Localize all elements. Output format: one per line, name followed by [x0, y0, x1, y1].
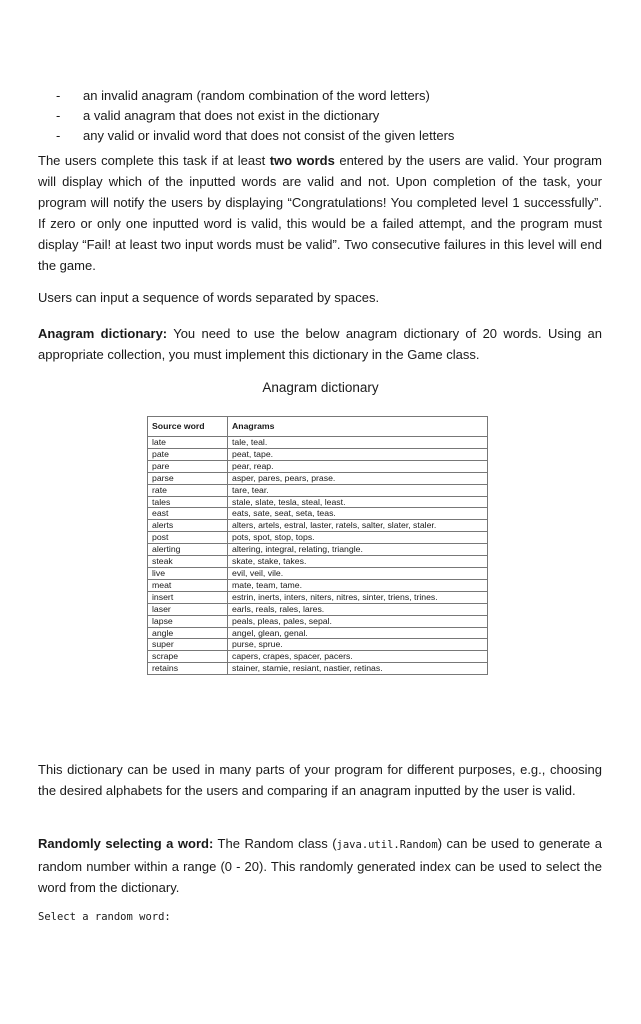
random-paragraph: Randomly selecting a word: The Random class (java.util.Random) can be used to generate a random number within a range (0 - 20). This randomly generated index can be used to select the word from the dictionary. — [38, 836, 602, 895]
table-row — [148, 532, 488, 544]
anagrams-cell: peals, pleas, pales, sepal. — [228, 615, 488, 627]
bullet-item — [56, 126, 576, 146]
anagrams-cell: skate, stake, takes. — [228, 556, 488, 568]
table-row — [148, 627, 488, 639]
table-row — [148, 472, 488, 484]
bullet-list — [56, 86, 576, 146]
table-row — [148, 639, 488, 651]
table-row — [148, 544, 488, 556]
source-word-cell: live — [148, 567, 228, 579]
bullet-item — [56, 86, 576, 106]
table-row — [148, 520, 488, 532]
bullet-dash: - — [56, 88, 61, 103]
source-word-cell: alerts — [148, 520, 228, 532]
bullet-text: a valid anagram that does not exist in the dictionary — [83, 108, 380, 123]
anagrams-cell: pear, reap. — [228, 460, 488, 472]
table-row — [148, 603, 488, 615]
anagrams-cell: estrin, inerts, inters, niters, nitres, sinter, triens, trines. — [228, 591, 488, 603]
column-header: Anagrams — [228, 417, 488, 437]
anagrams-cell: stale, slate, tesla, steal, least. — [228, 496, 488, 508]
anagrams-cell: asper, pares, pears, prase. — [228, 472, 488, 484]
table-row — [148, 508, 488, 520]
anagrams-cell: evil, veil, vile. — [228, 567, 488, 579]
anagrams-cell: capers, crapes, spacer, pacers. — [228, 651, 488, 663]
source-word-cell: angle — [148, 627, 228, 639]
source-word-cell: laser — [148, 603, 228, 615]
source-word-cell: pate — [148, 448, 228, 460]
bullet-text: any valid or invalid word that does not consist of the given letters — [83, 128, 455, 143]
bullet-dash: - — [56, 108, 61, 123]
bullet-text: an invalid anagram (random combination of the word letters) — [83, 88, 430, 103]
source-word-cell: insert — [148, 591, 228, 603]
anagrams-cell: tare, tear. — [228, 484, 488, 496]
table-row — [148, 484, 488, 496]
table-row — [148, 556, 488, 568]
anagrams-cell: tale, teal. — [228, 437, 488, 449]
anagrams-cell: earls, reals, rales, lares. — [228, 603, 488, 615]
table-body — [148, 437, 488, 675]
table-row — [148, 663, 488, 675]
table-row — [148, 579, 488, 591]
bullet-dash: - — [56, 128, 61, 143]
source-word-cell: scrape — [148, 651, 228, 663]
source-word-cell: tales — [148, 496, 228, 508]
code-label: Select a random word: — [38, 911, 171, 923]
table-row — [148, 591, 488, 603]
anagrams-cell: angel, glean, genal. — [228, 627, 488, 639]
table-header-row — [148, 417, 488, 437]
table-row — [148, 651, 488, 663]
source-word-cell: meat — [148, 579, 228, 591]
usage-paragraph: This dictionary can be used in many parts of your program for different purposes, e.g., choosing the desired alphabets for the users and comparing if an anagram inputted by the user is valid. — [38, 762, 602, 798]
table-row — [148, 615, 488, 627]
source-word-cell: alerting — [148, 544, 228, 556]
anagrams-cell: peat, tape. — [228, 448, 488, 460]
input-paragraph: Users can input a sequence of words separated by spaces. — [38, 290, 380, 305]
source-word-cell: retains — [148, 663, 228, 675]
source-word-cell: rate — [148, 484, 228, 496]
source-word-cell: parse — [148, 472, 228, 484]
anagrams-cell: purse, sprue. — [228, 639, 488, 651]
table-row — [148, 460, 488, 472]
dictionary-paragraph: Anagram dictionary: You need to use the below anagram dictionary of 20 words. Using an appropriate collection, you must implement this dictionary in the Game class. — [38, 326, 602, 362]
source-word-cell: post — [148, 532, 228, 544]
table-row — [148, 437, 488, 449]
completion-paragraph: The users complete this task if at least two words entered by the users are valid. Your program will display which of the inputted words are valid and not. Upon completion of the task, your program will notify the users by displaying “Congratulations! You completed level 1 successfully”. If zero or only one inputted word is valid, this would be a failed attempt, and the program must display “Fail! at least two input words must be valid”. Two consecutive failures in this level will end the game. — [38, 153, 602, 273]
anagrams-cell: altering, integral, relating, triangle. — [228, 544, 488, 556]
source-word-cell: lapse — [148, 615, 228, 627]
source-word-cell: steak — [148, 556, 228, 568]
table-row — [148, 567, 488, 579]
table-title: Anagram dictionary — [262, 380, 379, 395]
table-row — [148, 496, 488, 508]
anagram-table — [147, 416, 488, 675]
source-word-cell: late — [148, 437, 228, 449]
source-word-cell: super — [148, 639, 228, 651]
source-word-cell: pare — [148, 460, 228, 472]
anagrams-cell: pots, spot, stop, tops. — [228, 532, 488, 544]
anagrams-cell: eats, sate, seat, seta, teas. — [228, 508, 488, 520]
anagrams-cell: alters, artels, estral, laster, ratels, salter, slater, staler. — [228, 520, 488, 532]
column-header: Source word — [148, 417, 228, 437]
anagrams-cell: mate, team, tame. — [228, 579, 488, 591]
anagrams-cell: stainer, stamie, resiant, nastier, retinas. — [228, 663, 488, 675]
bullet-item — [56, 106, 576, 126]
source-word-cell: east — [148, 508, 228, 520]
table-row — [148, 448, 488, 460]
